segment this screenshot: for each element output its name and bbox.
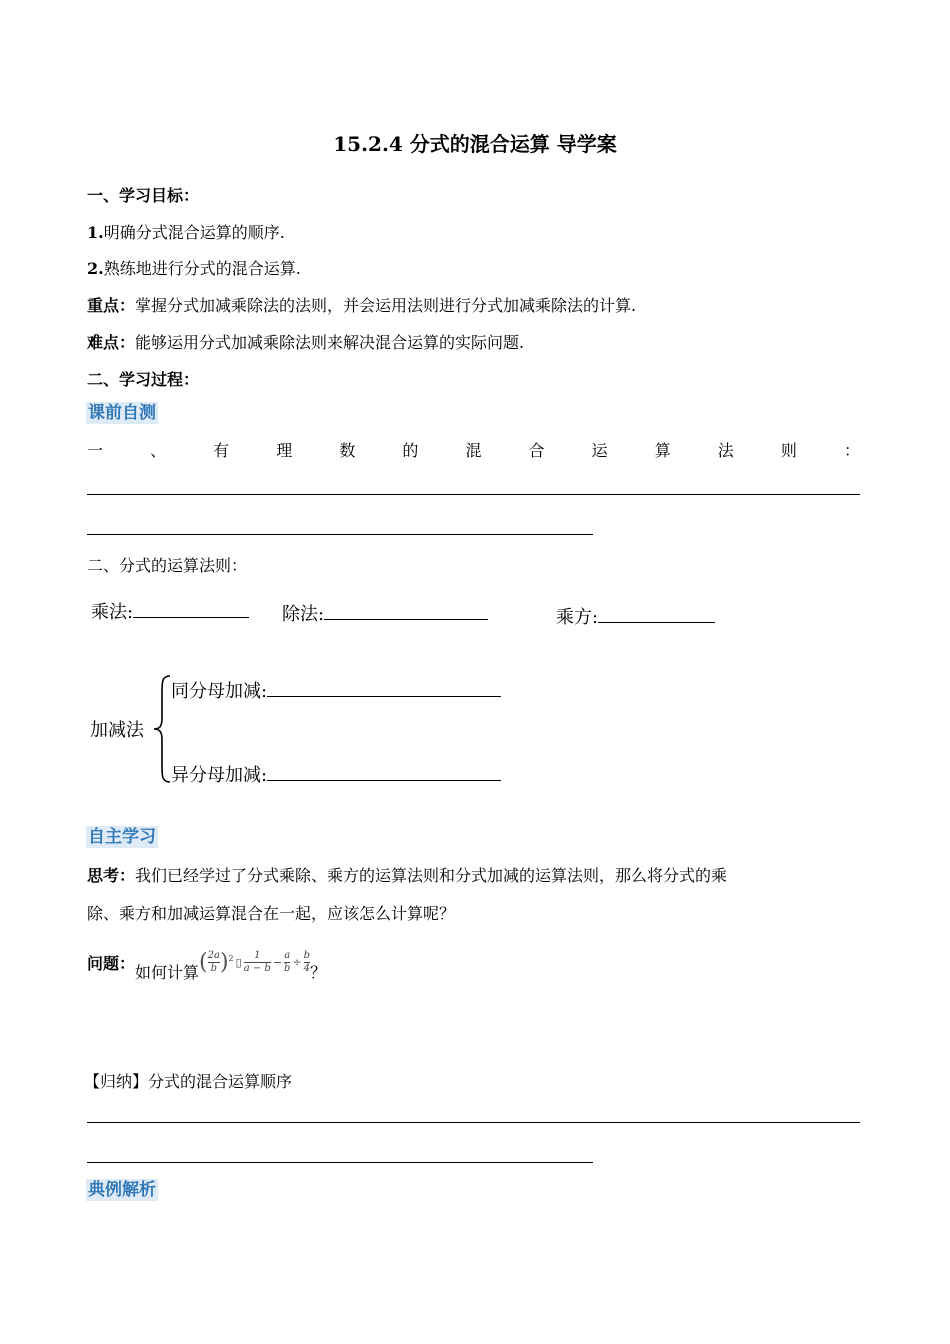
spread-char: 法 bbox=[717, 441, 734, 460]
divide-rule bbox=[282, 600, 488, 626]
answer-line[interactable] bbox=[87, 494, 860, 495]
same-denominator-rule bbox=[171, 677, 501, 703]
spread-char: 数 bbox=[339, 441, 356, 460]
power-label: 乘方: bbox=[556, 607, 599, 628]
spread-char: 则 bbox=[780, 441, 797, 460]
spread-char: 混 bbox=[465, 441, 482, 460]
spread-char: 理 bbox=[276, 441, 293, 460]
power-rule bbox=[556, 603, 715, 629]
question-line bbox=[87, 942, 326, 983]
goal-text: 熟练地进行分式的混合运算. bbox=[103, 259, 301, 278]
section-heading-goals: 一、学习目标： bbox=[87, 186, 200, 205]
key-point-text: 掌握分式加减乘除法的法则，并会运用法则进行分式加减乘除法的计算. bbox=[135, 296, 637, 315]
tag-pretest-label: 课前自测 bbox=[88, 403, 156, 423]
think-label: 思考： bbox=[87, 866, 136, 885]
spread-char: 算 bbox=[654, 441, 671, 460]
question-label: 问题： bbox=[87, 954, 136, 973]
multiply-label: 乘法: bbox=[91, 602, 134, 623]
paren-open: ( bbox=[199, 950, 208, 975]
goal-text: 明确分式混合运算的顺序. bbox=[103, 223, 285, 242]
goal-number: 1. bbox=[87, 223, 104, 242]
spread-char: 的 bbox=[402, 441, 419, 460]
numerator: b bbox=[303, 950, 311, 961]
question-text: 如何计算 bbox=[135, 963, 200, 982]
spread-char: 一 bbox=[87, 441, 104, 460]
goal-item-2 bbox=[87, 256, 301, 279]
same-denominator-label: 同分母加减: bbox=[171, 681, 268, 702]
fraction bbox=[208, 950, 220, 975]
answer-line[interactable] bbox=[87, 534, 593, 535]
tag-self-study-label: 自主学习 bbox=[88, 827, 156, 847]
denominator: b bbox=[210, 963, 217, 974]
denominator: 4 bbox=[303, 963, 311, 974]
tag-self-study bbox=[86, 826, 158, 848]
denominator: b bbox=[284, 963, 291, 974]
pretest-question-2: 二、分式的运算法则： bbox=[87, 556, 248, 575]
key-point bbox=[87, 293, 636, 316]
tag-examples-label: 典例解析 bbox=[88, 1180, 156, 1200]
answer-line[interactable] bbox=[87, 1122, 860, 1123]
times-symbol: ▯ bbox=[235, 956, 242, 969]
pretest-question-1 bbox=[87, 438, 860, 461]
difficulty-label: 难点： bbox=[87, 333, 136, 352]
formula bbox=[199, 950, 310, 975]
spread-char: 有 bbox=[213, 441, 230, 460]
section-heading-process: 二、学习过程： bbox=[87, 370, 200, 389]
answer-line[interactable] bbox=[87, 1162, 593, 1163]
spread-char: 、 bbox=[150, 441, 167, 460]
goal-item-1 bbox=[87, 220, 285, 243]
exponent: 2 bbox=[228, 954, 234, 963]
different-denominator-rule bbox=[171, 761, 501, 787]
paren-close: ) bbox=[219, 950, 229, 975]
numerator: a bbox=[284, 950, 291, 961]
divide-label: 除法: bbox=[282, 604, 325, 625]
same-denominator-blank[interactable] bbox=[267, 695, 501, 697]
divide-blank[interactable] bbox=[324, 618, 488, 620]
think-paragraph bbox=[87, 863, 727, 886]
spread-char: 运 bbox=[591, 441, 608, 460]
goal-number: 2. bbox=[87, 259, 104, 278]
think-paragraph-line-2: 除、乘方和加减运算混合在一起，应该怎么计算呢？ bbox=[87, 904, 456, 923]
power-blank[interactable] bbox=[598, 621, 715, 623]
question-end: ？ bbox=[310, 963, 327, 982]
minus-symbol: − bbox=[272, 956, 283, 969]
different-denominator-label: 异分母加减: bbox=[171, 765, 268, 786]
divide-symbol: ÷ bbox=[292, 956, 302, 969]
fraction bbox=[244, 950, 271, 975]
spread-char: 合 bbox=[528, 441, 545, 460]
different-denominator-blank[interactable] bbox=[267, 779, 501, 781]
difficulty-text: 能够运用分式加减乘除法则来解决混合运算的实际问题. bbox=[135, 333, 525, 352]
multiply-blank[interactable] bbox=[133, 616, 249, 618]
summary-heading: 【归纳】分式的混合运算顺序 bbox=[84, 1072, 293, 1091]
denominator: a − b bbox=[243, 963, 271, 974]
tag-examples bbox=[86, 1179, 158, 1201]
key-point-label: 重点： bbox=[87, 296, 136, 315]
difficulty-point bbox=[87, 330, 524, 353]
add-subtract-label: 加减法 bbox=[90, 720, 144, 741]
spread-char: ： bbox=[843, 441, 860, 460]
numerator: 2a bbox=[207, 950, 220, 961]
multiply-rule bbox=[91, 598, 249, 624]
numerator: 1 bbox=[254, 950, 261, 961]
fraction bbox=[284, 950, 290, 975]
tag-pretest bbox=[86, 402, 158, 424]
page-title: 15.2.4 分式的混合运算 导学案 bbox=[333, 132, 617, 156]
think-text: 我们已经学过了分式乘除、乘方的运算法则和分式加减的运算法则，那么将分式的乘 bbox=[135, 866, 728, 885]
